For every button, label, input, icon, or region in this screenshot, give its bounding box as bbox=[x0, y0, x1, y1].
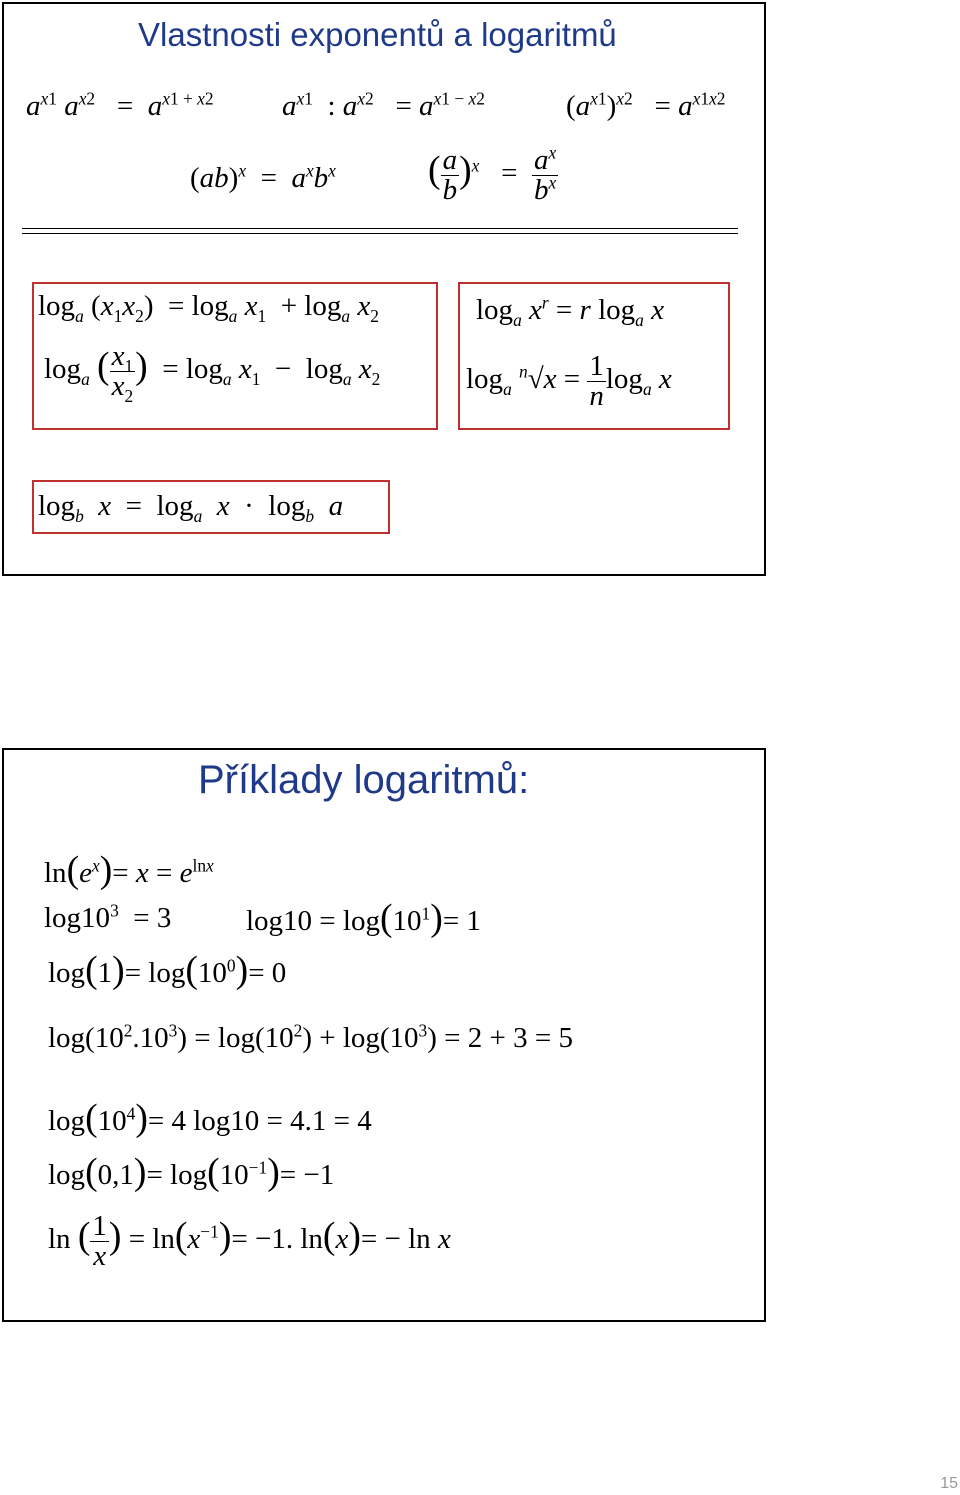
exp-quotient-power-rule: ( $\frac{a}{b}$ )$^x$ = $\frac{a^x}{b^x}$ bbox=[428, 142, 557, 206]
example-log-product: $\log(10^2.10^3) = \log(10^2) + \log(10^3) = 2 + 3 = 5$ bbox=[48, 1020, 573, 1054]
exp-power-rule: $(a^{x1})^{x2} = a^{x1x2}$ bbox=[566, 88, 726, 122]
example-log-10: $\log 10 = \log(10^1)= 1$ bbox=[246, 897, 481, 939]
example-log-power: $\log(10^4)= 4$ log10 = 4.1 = 4 bbox=[48, 1097, 372, 1139]
page-number: 15 bbox=[940, 1475, 958, 1492]
example-log-tenth: $\log(0,1)= \log(10^{-1})= -1$ bbox=[48, 1151, 335, 1193]
separator-line bbox=[22, 228, 738, 229]
exp-product-rule: $a^{x1}$ $a^{x2} = a^{x1 + x2}$ bbox=[26, 88, 214, 122]
separator-line bbox=[22, 233, 738, 234]
log-product-rule: $\log_a (x_1x_2) = \log_a x_1 + \log_a x_2$ bbox=[38, 290, 379, 326]
example-ln-exp: $\ln(e^x)= x = e^{lnx}$ bbox=[44, 849, 214, 891]
log-power-rule: $\log_a x^r = r$ $\log_a x$ bbox=[476, 292, 664, 330]
exp-product-power-rule: $(ab)^x = a^xb^x$ bbox=[190, 160, 336, 194]
exp-quotient-rule: $a^{x1}$ : $a^{x2} = a^{x1 - x2}$ bbox=[282, 88, 485, 122]
slide-title: Příklady logaritmů: bbox=[198, 758, 530, 802]
slide-title: Vlastnosti exponentů a logaritmů bbox=[138, 16, 617, 53]
log-quotient-rule: $\log_a$ ( $\frac{x_1}{x_2}$ ) = $\log_a x_1 - \log_a x_2$ bbox=[44, 340, 381, 406]
log-root-rule: $\log_a ^n√x$ = $\frac{1}{n}$ $\log_a x$ bbox=[466, 350, 672, 412]
example-log-1: $\log(1)= \log(10^0)= 0$ bbox=[48, 949, 287, 991]
example-ln-reciprocal: ln ( $\frac{1}{x}$ ) = $\ln(x^{-1})= -1$. ln(x)= − ln x bbox=[48, 1210, 451, 1272]
log-change-base-rule: $\log_b x = \log_a x \cdot \log_b a$ bbox=[38, 490, 344, 526]
example-log-1000: $\log 10^3 = 3$ bbox=[44, 900, 172, 934]
